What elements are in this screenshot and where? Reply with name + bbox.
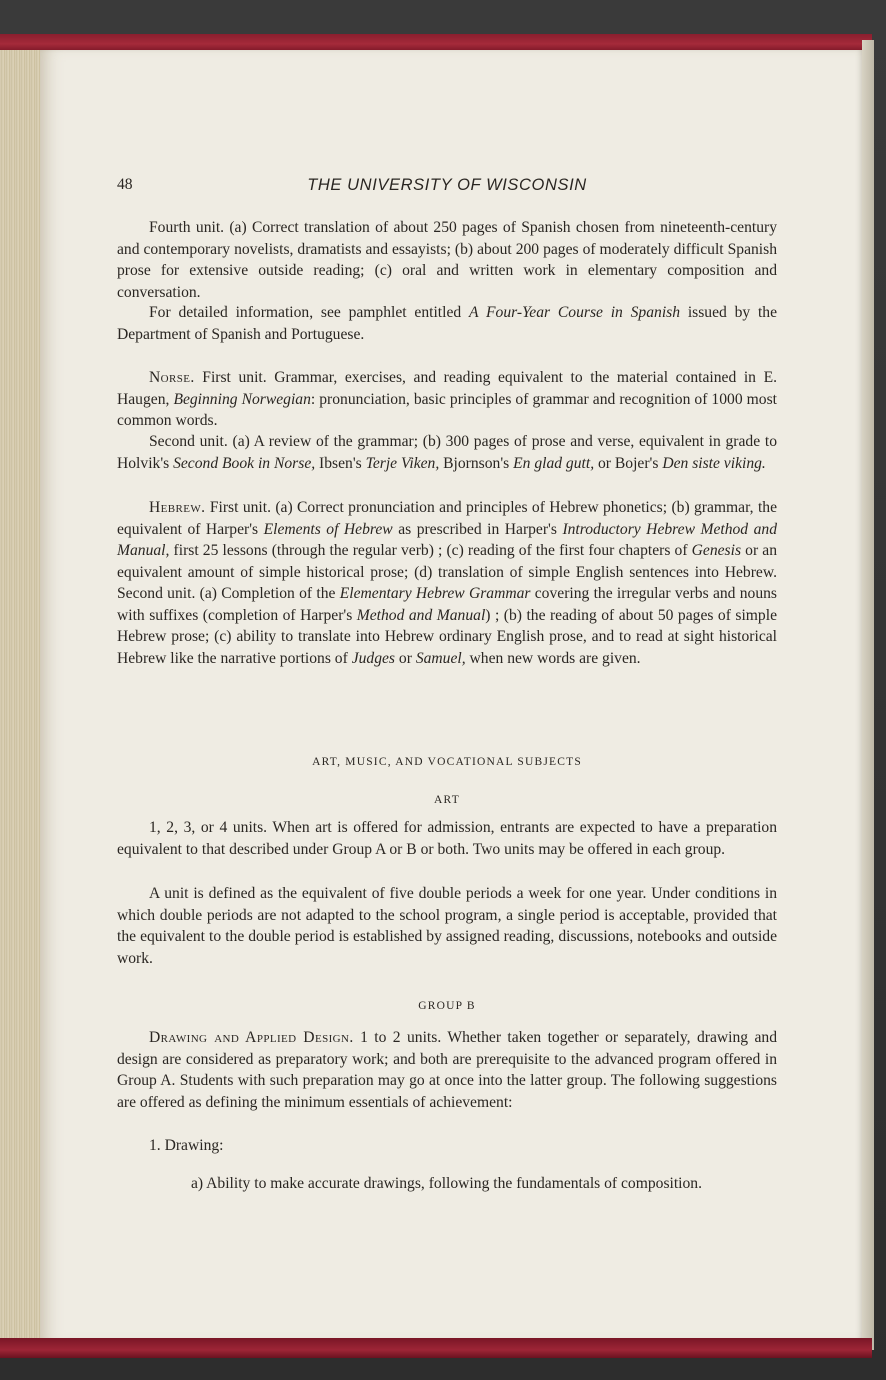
- group-b-heading: GROUP B: [418, 1000, 476, 1012]
- norse-label: Norse.: [149, 369, 195, 386]
- list-item-drawing-a: a) Ability to make accurate drawings, following the fundamentals of composition.: [191, 1175, 702, 1192]
- page-header: [117, 176, 777, 200]
- red-binding-bottom: [0, 1338, 872, 1358]
- spanish-info-paragraph: For detailed information, see pamphlet entitled A Four-Year Course in Spanish issued by the Department of Spanish and Portuguese.: [117, 304, 778, 343]
- norse-second-unit: Second unit. (a) A review of the grammar; (b) 300 pages of prose and verse, equivalent in grade to Holvik's Second Book in Norse, Ibsen's Terje Viken, Bjornson's En glad gutt, or Bojer's Den siste viking.: [117, 433, 777, 472]
- drawing-design-paragraph: Drawing and Applied Design. 1 to 2 units. Whether taken together or separately, drawing and design are considered as preparatory work; and both are prerequisite to the advanced program offered in Group A. Students with such preparation may go at once into the latter group. The following suggestions are offered as defining the minimum essentials of achievement:: [117, 1029, 777, 1111]
- page-right-edge: [862, 40, 874, 1350]
- norse-first-unit: Norse. First unit. Grammar, exercises, and reading equivalent to the material contained in E. Haugen, Beginning Norwegian: pronunciation, basic principles of grammar and recognition of 1000 most common words.: [117, 369, 777, 429]
- section-heading: ART, MUSIC, AND VOCATIONAL SUBJECTS: [312, 756, 582, 768]
- hebrew-label: Hebrew.: [149, 499, 206, 516]
- spanish-fourth-unit: Fourth unit. (a) Correct translation of about 250 pages of Spanish chosen from nineteenth-century and contemporary novelists, dramatists and essayists; (b) about 200 pages of moderately difficult Spanish prose for extensive outside reading; (c) oral and written work in elementary composition and conversation.: [117, 219, 777, 301]
- drawing-design-label: Drawing and Applied Design.: [149, 1029, 354, 1046]
- art-definition-paragraph: A unit is defined as the equivalent of five double periods a week for one year. Under conditions in which double periods are not adapted to the school program, a single period is acceptable, provided that the equivalent to the double period is established by assigned reading, discussions, notebooks and outside work.: [117, 885, 777, 967]
- page-edges: [0, 50, 44, 1342]
- art-units-paragraph: 1, 2, 3, or 4 units. When art is offered for admission, entrants are expected to have a preparation equivalent to that described under Group A or B or both. Two units may be offered in each group.: [117, 819, 777, 858]
- page-number: 48: [117, 176, 133, 193]
- list-item-drawing: 1. Drawing:: [149, 1137, 224, 1154]
- hebrew-paragraph: Hebrew. First unit. (a) Correct pronunciation and principles of Hebrew phonetics; (b) grammar, the equivalent of Harper's Elements of Hebrew as prescribed in Harper's Introductory Hebrew Method and Manual, first 25 lessons (through the regular verb) ; (c) reading of the first four chapters of Genesis or an equivalent amount of simple historical prose; (d) translation of simple English sentences into Hebrew. Second unit. (a) Completion of the Elementary Hebrew Grammar covering the irregular verbs and nouns with suffixes (completion of Harper's Method and Manual) ; (b) the reading of about 50 pages of simple Hebrew prose; (c) ability to translate into Hebrew ordinary English prose, and to read at sight historical Hebrew like the narrative portions of Judges or Samuel, when new words are given.: [117, 499, 777, 667]
- art-heading: ART: [434, 794, 460, 806]
- spanish-pamphlet-title: A Four-Year Course in Spanish: [468, 304, 681, 321]
- running-title: THE UNIVERSITY OF WISCONSIN: [307, 176, 587, 194]
